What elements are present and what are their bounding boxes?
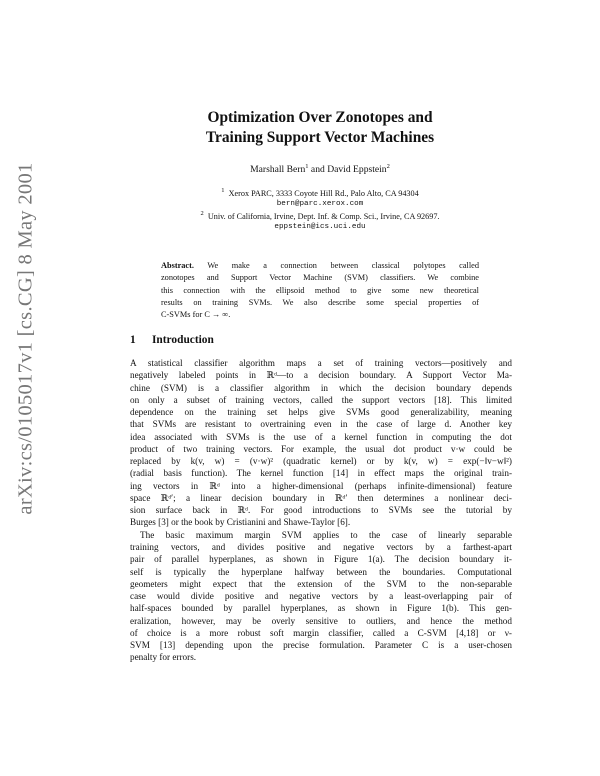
body-line: SVM [13] depending upon the precise formulation. Parameter C is a user-chosen bbox=[130, 640, 512, 651]
body-line: that SVMs are resistant to overtraining even in the case of large d. Another key bbox=[130, 419, 512, 430]
abstract bbox=[161, 260, 479, 321]
affiliation-2 bbox=[130, 208, 510, 233]
body-line: product of two training vectors. For example, the usual dot product v·w could be bbox=[130, 443, 512, 454]
body-line: eralization, however, may be overly sensitive to outliers, and hence the method bbox=[130, 615, 512, 626]
body-line: chine (SVM) is a classifier algorithm in which the decision boundary depends bbox=[130, 382, 512, 393]
body-line: The basic maximum margin SVM applies to the case of linearly separable bbox=[140, 529, 512, 540]
abstract-line: results on training SVMs. We also describe some special properties of bbox=[161, 297, 479, 307]
paper-title bbox=[130, 108, 510, 148]
body-line: pair of parallel hyperplanes, as shown in Figure 1(a). The decision boundary it- bbox=[130, 554, 512, 565]
abstract-line: C-SVMs for C → ∞. bbox=[161, 310, 231, 320]
body-line: dependence on the training set helps give SVMs good generalizability, meaning bbox=[130, 407, 512, 418]
author-2-marker: 2 bbox=[386, 163, 390, 170]
body-line: ing vectors in ℝᵈ into a higher-dimensional (perhaps infinite-dimensional) feature bbox=[130, 480, 512, 491]
abstract-label: Abstract. bbox=[161, 261, 194, 270]
body-line: Burges [3] or the book by Cristianini and Shawe-Taylor [6]. bbox=[130, 517, 351, 528]
affiliation-1-email: bern@parc.xerox.com bbox=[276, 200, 364, 208]
author-1: Marshall Bern bbox=[250, 164, 306, 175]
affiliation-2-address: Univ. of California, Irvine, Dept. Inf. & Comp. Sci., Irvine, CA 92697. bbox=[207, 212, 440, 221]
body-line: half-spaces bounded by parallel hyperplanes, as shown in Figure 1(b). This gen- bbox=[130, 603, 512, 614]
body-line: case would divide positive and negative vectors by a least-overlapping pair of bbox=[130, 591, 512, 602]
abstract-line: We make a connection between classical polytopes called bbox=[193, 261, 479, 270]
section-title: Introduction bbox=[152, 334, 214, 346]
body-line: negatively labeled points in ℝᵈ—to a decision boundary. A Support Vector Ma- bbox=[130, 370, 512, 381]
body-line: training vectors, and divides positive and negative vectors by a farthest-apart bbox=[130, 541, 512, 552]
abstract-line: this connection with the ellipsoid method to give some new theoretical bbox=[161, 285, 479, 295]
body-line: penalty for errors. bbox=[130, 652, 197, 663]
body-line: self is typically the hyperplane halfway between the boundaries. Computational bbox=[130, 566, 512, 577]
body-line: on only a subset of training vectors, called the support vectors [18]. This limited bbox=[130, 394, 512, 405]
body-line: space ℝᵈ′; a linear decision boundary in ℝᵈ′ then determines a nonlinear deci- bbox=[130, 492, 512, 503]
title-line-2: Training Support Vector Machines bbox=[205, 129, 435, 146]
body-line: A statistical classifier algorithm maps a set of training vectors—positively and bbox=[130, 358, 512, 368]
body-line: (radial basis function). The kernel function [14] in effect maps the original train- bbox=[130, 468, 512, 479]
author-1-marker: 1 bbox=[305, 163, 309, 170]
arxiv-identifier: arXiv:cs/0105017v1 [cs.CG] 8 May 2001 bbox=[14, 161, 37, 515]
body-line: idea associated with SVMs is the use of a kernel function in computing the dot bbox=[130, 431, 512, 442]
paragraph-2 bbox=[130, 529, 512, 664]
author-conjunction: and bbox=[308, 164, 328, 175]
body-line: geometers might expect that the extension of the SVM to the non-separable bbox=[130, 578, 512, 589]
affiliation-2-marker: 2 bbox=[200, 210, 204, 217]
author-2: David Eppstein bbox=[327, 164, 387, 175]
paragraph-1 bbox=[130, 357, 512, 529]
body-line: of choice is a more robust soft margin classifier, called a C-SVM [4,18] or ν- bbox=[130, 627, 512, 638]
affiliation-2-email: eppstein@ics.uci.edu bbox=[274, 223, 366, 231]
title-line-1: Optimization Over Zonotopes and bbox=[207, 109, 433, 126]
section-heading bbox=[130, 334, 214, 346]
arxiv-side-stamp bbox=[4, 88, 48, 588]
body-line: sion surface back in ℝᵈ. For good introductions to SVMs see the tutorial by bbox=[130, 505, 512, 516]
affiliation-1-address: Xerox PARC, 3333 Coyote Hill Rd., Palo Alto, CA 94304 bbox=[228, 189, 419, 198]
body-line: replaced by k(v, w) = (v·w)² (quadratic kernel) or by k(v, w) = exp(−‖v−w‖²) bbox=[130, 456, 512, 467]
section-number: 1 bbox=[130, 334, 136, 346]
author-list bbox=[130, 163, 510, 175]
body-text bbox=[130, 357, 512, 664]
affiliation-1 bbox=[130, 185, 510, 210]
abstract-line: zonotopes and Support Vector Machine (SVM) classifiers. We combine bbox=[161, 273, 479, 283]
affiliation-1-marker: 1 bbox=[221, 187, 225, 194]
